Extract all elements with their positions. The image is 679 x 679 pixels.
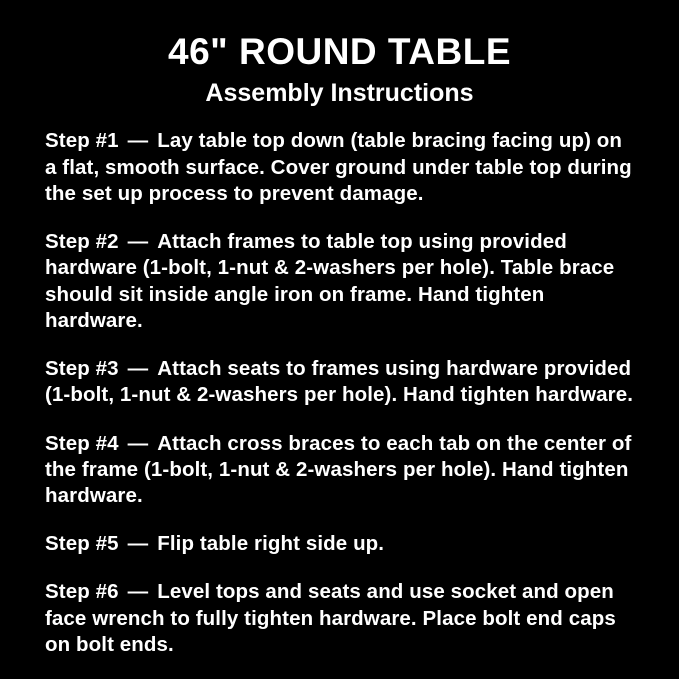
steps-list [0,107,679,658]
step-label: Step #2 [45,230,119,254]
step-label: Step #5 [45,532,119,556]
dash-separator: — [127,532,149,556]
step-item-4 [45,431,637,510]
step-text: Attach frames to table top using provided hardware (1-bolt, 1-nut & 2-washers per hole). Table brace should sit inside angle iron on frame. Hand tighten hardware. [45,230,615,332]
step-text: Attach seats to frames using hardware provided (1-bolt, 1-nut & 2-washers per hole). Hand tighten hardware. [45,357,634,407]
page-title: 46" ROUND TABLE [168,31,511,72]
dash-separator: — [127,230,149,254]
step-text: Flip table right side up. [157,532,385,556]
step-item-5 [45,531,637,557]
step-item-6 [45,579,637,658]
step-text: Lay table top down (table bracing facing up) on a flat, smooth surface. Cover ground under table top during the set up process to prevent damage. [45,129,632,205]
dash-separator: — [127,357,149,381]
page-subtitle: Assembly Instructions [205,78,474,107]
step-label: Step #3 [45,357,119,381]
step-label: Step #4 [45,431,119,455]
step-text: Level tops and seats and use socket and open face wrench to fully tighten hardware. Place bolt end caps on bolt ends. [45,580,616,656]
step-label: Step #6 [45,580,119,604]
step-text: Attach cross braces to each tab on the center of the frame (1-bolt, 1-nut & 2-washers per hole). Hand tighten hardware. [45,431,632,508]
dash-separator: — [127,580,149,604]
dash-separator: — [127,431,149,455]
step-item-1 [45,128,637,207]
step-label: Step #1 [45,129,119,153]
step-item-3 [45,356,637,408]
step-item-2 [45,229,637,334]
dash-separator: — [127,129,149,153]
poster-header [0,0,679,107]
